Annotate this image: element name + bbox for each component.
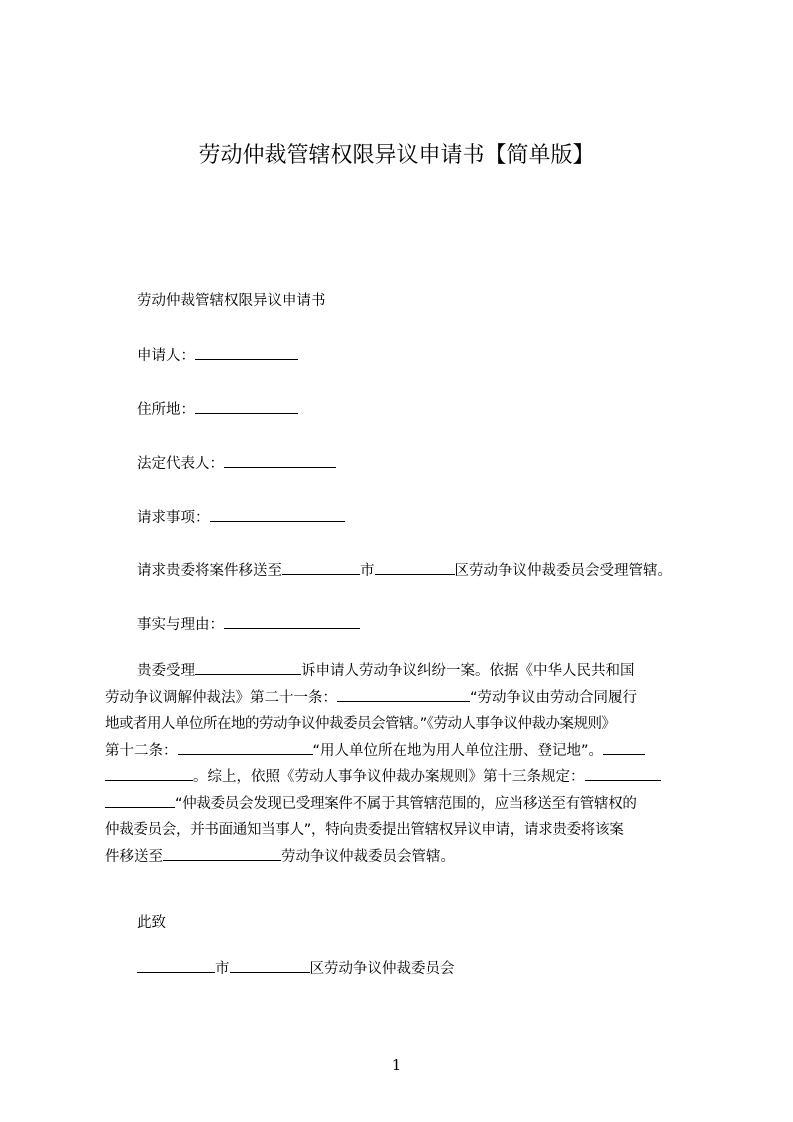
continuation-blank xyxy=(603,740,645,755)
legal-rep-blank xyxy=(224,453,336,468)
paragraph-text: 劳动争议仲裁委员会管辖。 xyxy=(281,848,455,865)
respondent-blank xyxy=(195,660,301,675)
paragraph-text: 件移送至 xyxy=(105,848,163,865)
addressee-line xyxy=(137,958,455,979)
transfer-prefix: 请求贵委将案件移送至 xyxy=(137,563,282,579)
paragraph-line xyxy=(105,791,700,818)
address-blank xyxy=(195,399,298,414)
continuation-blank xyxy=(105,793,175,808)
addressee-suffix: 区劳动争议仲裁委员会 xyxy=(309,961,455,977)
facts-blank xyxy=(224,614,360,629)
paragraph-line xyxy=(105,844,700,871)
article-13-blank xyxy=(585,766,661,781)
paragraph-line xyxy=(105,658,700,685)
city-label: 市 xyxy=(360,563,375,579)
page-title: 劳动仲裁管辖权限异议申请书【简单版】 xyxy=(198,143,595,168)
paragraph-text: 劳动争议调解仲裁法》第二十一条： xyxy=(105,689,337,706)
applicant-line xyxy=(137,345,298,366)
paragraph-line xyxy=(105,738,700,765)
legal-rep-line xyxy=(137,453,336,474)
paragraph-text: 。综上，依照《劳动人事争议仲裁办案规则》第十三条规定： xyxy=(193,769,585,785)
page-number: 1 xyxy=(391,1056,402,1074)
transfer-suffix: 区劳动争议仲裁委员会受理管辖。 xyxy=(454,563,672,579)
district-blank xyxy=(375,560,455,575)
paragraph-text: “仲裁委员会发现已受理案件不属于其管辖范围的，应当移送至有管辖权的 xyxy=(175,795,637,812)
closing-line: 此致 xyxy=(137,915,166,931)
facts-label: 事实与理由： xyxy=(137,617,224,633)
facts-line xyxy=(137,614,360,635)
city-blank xyxy=(282,560,360,575)
addressee-city-blank xyxy=(137,958,215,973)
paragraph-text: “劳动争议由劳动合同履行 xyxy=(470,689,638,706)
request-label: 请求事项： xyxy=(137,510,210,526)
addressee-city-label: 市 xyxy=(215,961,230,977)
paragraph-text: 第十二条： xyxy=(105,742,178,759)
document-heading: 劳动仲裁管辖权限异议申请书 xyxy=(137,293,326,309)
paragraph-text: 地或者用人单位所在地的劳动争议仲裁委员会管辖。”《劳动人事争议仲裁办案规则》 xyxy=(105,716,616,732)
facts-paragraph xyxy=(105,658,700,870)
request-line xyxy=(137,507,345,528)
target-committee-blank xyxy=(163,846,281,861)
addressee-district-blank xyxy=(230,958,310,973)
applicant-label: 申请人： xyxy=(137,348,195,364)
paragraph-line xyxy=(105,817,700,844)
paragraph-text: 贵委受理 xyxy=(137,663,195,679)
address-label: 住所地： xyxy=(137,402,195,418)
transfer-request-line xyxy=(137,560,672,581)
applicant-blank xyxy=(195,345,298,360)
article-12-blank xyxy=(178,740,313,755)
legal-rep-label: 法定代表人： xyxy=(137,456,224,472)
paragraph-line xyxy=(105,711,700,738)
address-line xyxy=(137,399,298,420)
paragraph-text: “用人单位所在地为用人单位注册、登记地”。 xyxy=(312,742,604,759)
paragraph-text: 仲裁委员会，并书面通知当事人”，特向贵委提出管辖权异议申请，请求贵委将该案 xyxy=(105,822,624,838)
paragraph-line xyxy=(105,685,700,712)
article-21-blank xyxy=(337,687,470,702)
paragraph-line xyxy=(105,764,700,791)
request-blank xyxy=(210,507,345,522)
paragraph-text: 诉申请人劳动争议纠纷一案。依据《中华人民共和国 xyxy=(301,663,635,679)
continuation-blank xyxy=(105,766,193,781)
